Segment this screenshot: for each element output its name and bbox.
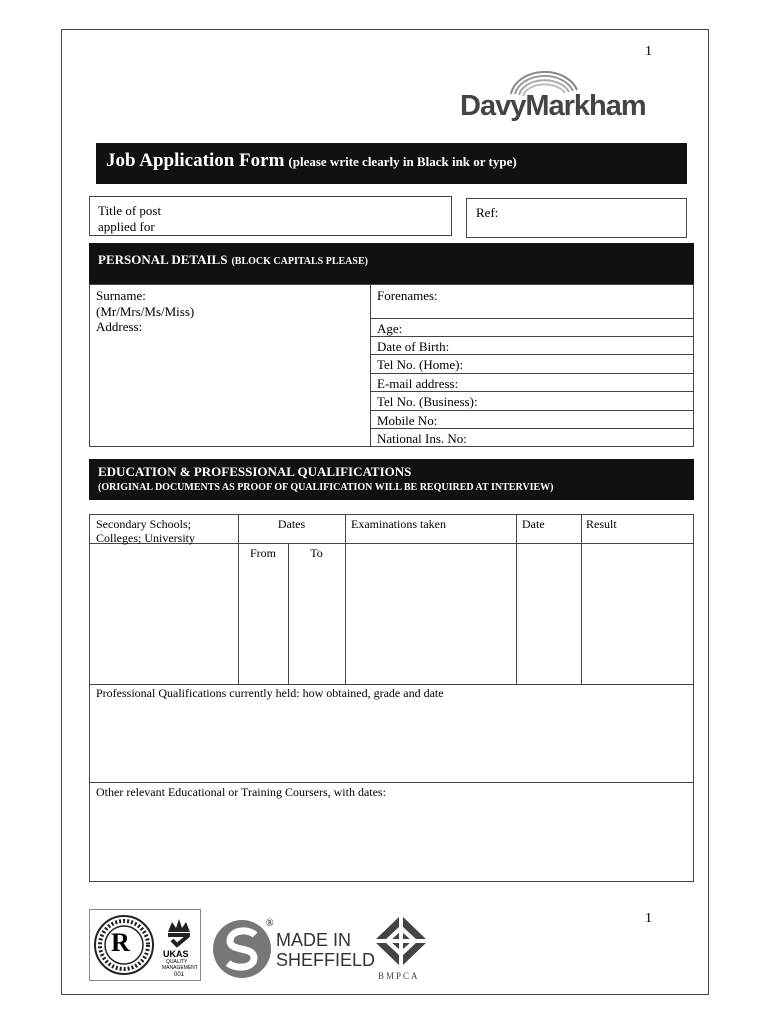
form-title-bar xyxy=(96,143,687,184)
tel-home-label: Tel No. (Home): xyxy=(377,357,464,372)
tel-business-label: Tel No. (Business): xyxy=(377,394,478,409)
schools-header-line1: Secondary Schools; xyxy=(96,517,191,531)
col-line xyxy=(581,514,582,684)
age-label: Age: xyxy=(377,321,403,336)
made-in-text: MADE IN xyxy=(276,930,352,950)
form-subtitle: (please write clearly in Black ink or type) xyxy=(288,154,517,169)
sheffield-text: SHEFFIELD xyxy=(276,950,376,970)
personal-heading-note: (BLOCK CAPITALS PLEASE) xyxy=(231,256,368,267)
made-in-sheffield-logo xyxy=(212,918,376,982)
ukas-label: UKAS xyxy=(163,949,189,959)
examinations-header: Examinations taken xyxy=(351,517,446,531)
email-label: E-mail address: xyxy=(377,376,459,391)
personal-divider xyxy=(370,284,371,447)
ukas-number: 001 xyxy=(174,972,185,978)
education-band xyxy=(89,459,694,500)
post-label-line1: Title of post xyxy=(98,203,162,218)
post-applied-box[interactable] xyxy=(89,196,452,236)
date-header: Date xyxy=(522,517,545,531)
col-line xyxy=(516,514,517,684)
education-heading: EDUCATION & PROFESSIONAL QUALIFICATIONS xyxy=(98,464,412,479)
seal-letter: R xyxy=(111,928,130,957)
davymarkham-logo xyxy=(459,66,646,126)
bmpca-emblem-icon xyxy=(372,913,430,969)
personal-details-band xyxy=(89,243,694,284)
mobile-label: Mobile No: xyxy=(377,413,438,428)
dob-label: Date of Birth: xyxy=(377,339,450,354)
row-line xyxy=(370,373,694,374)
ukas-management: MANAGEMENT xyxy=(162,965,198,971)
row-line xyxy=(370,318,694,319)
ref-label: Ref: xyxy=(476,205,499,220)
ukas-crown-icon xyxy=(162,914,196,948)
professional-qualifications-label: Professional Qualifications currently held: how obtained, grade and date xyxy=(96,686,444,700)
education-subheading: (ORIGINAL DOCUMENTS AS PROOF OF QUALIFICATION WILL BE REQUIRED AT INTERVIEW) xyxy=(98,482,554,493)
row-line xyxy=(370,336,694,337)
row-line xyxy=(370,410,694,411)
row-line xyxy=(89,782,694,783)
bmpca-text: BMPCA xyxy=(378,971,420,981)
result-header: Result xyxy=(586,517,617,531)
dates-header: Dates xyxy=(277,517,306,531)
certification-logos xyxy=(89,909,201,981)
sheffield-s-icon xyxy=(212,918,272,980)
address-label: Address: xyxy=(96,319,143,334)
logo-wordmark: DavyMarkham xyxy=(460,90,646,122)
personal-heading: PERSONAL DETAILS xyxy=(98,252,228,267)
post-label-line2: applied for xyxy=(98,219,155,234)
page-number-top: 1 xyxy=(645,44,652,59)
national-ins-label: National Ins. No: xyxy=(377,431,467,446)
form-title: Job Application Form xyxy=(106,150,285,171)
title-options-label: (Mr/Mrs/Ms/Miss) xyxy=(96,304,195,319)
col-line xyxy=(288,543,289,684)
col-line xyxy=(345,514,346,684)
col-line xyxy=(238,514,239,684)
other-courses-label: Other relevant Educational or Training Coursers, with dates: xyxy=(96,785,386,799)
registered-mark: ® xyxy=(266,918,274,929)
ukas-quality: QUALITY xyxy=(166,959,188,965)
to-header: To xyxy=(310,546,323,560)
forenames-label: Forenames: xyxy=(377,288,438,303)
schools-header-line2: Colleges; University xyxy=(96,531,195,545)
page-number-bottom: 1 xyxy=(645,911,652,926)
bmpca-logo xyxy=(372,913,430,983)
surname-label: Surname: xyxy=(96,288,146,303)
from-header: From xyxy=(249,546,276,560)
ref-box[interactable] xyxy=(466,198,687,238)
